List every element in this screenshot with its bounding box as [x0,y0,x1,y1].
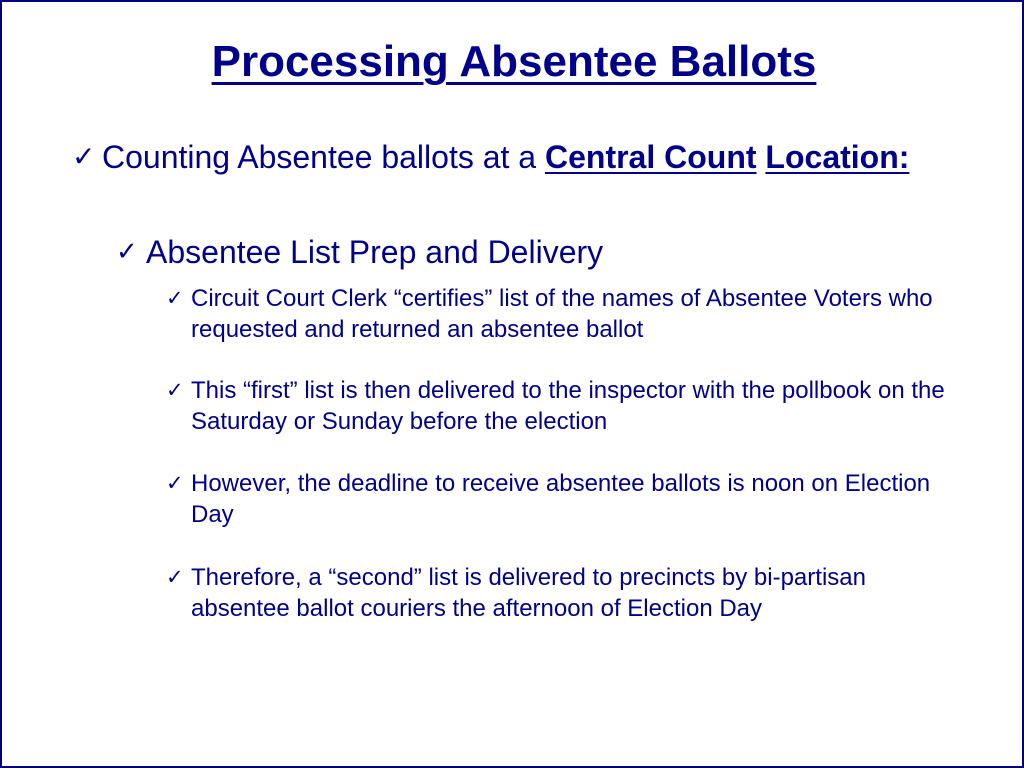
bullet-level1-text [102,136,932,178]
location-emphasis: Location: [765,139,910,175]
checkmark-icon: ✓ [166,565,184,589]
bullet-level3-item [166,562,966,624]
bullet-level1-plain-text: Counting Absentee ballots at a [102,139,545,175]
bullet-level3-text: Therefore, a “second” list is delivered to precincts by bi-partisan absentee ballot couriers the afternoon of Election Day [191,564,866,622]
bullet-level3-item [166,375,966,437]
checkmark-icon: ✓ [72,140,96,173]
checkmark-icon: ✓ [166,378,184,402]
bullet-level3-item [166,283,966,345]
bullet-level3-item [166,468,966,530]
bullet-level3-text: This “first” list is then delivered to the inspector with the pollbook on the Saturday or Sunday before the election [191,377,945,435]
central-count-emphasis: Central Count [544,139,757,175]
bullet-level3-text: However, the deadline to receive absentee ballots is noon on Election Day [191,470,931,528]
checkmark-icon: ✓ [166,286,184,310]
checkmark-icon: ✓ [116,237,138,267]
bullet-level1 [72,136,932,178]
slide-title: Processing Absentee Ballots [211,37,817,86]
bullet-level2-text: Absentee List Prep and Delivery [146,234,604,270]
bullet-level3-text: Circuit Court Clerk “certifies” list of the names of Absentee Voters who requested and returned an absentee ballot [191,285,933,343]
bullet-level2 [116,231,916,273]
checkmark-icon: ✓ [166,471,184,495]
